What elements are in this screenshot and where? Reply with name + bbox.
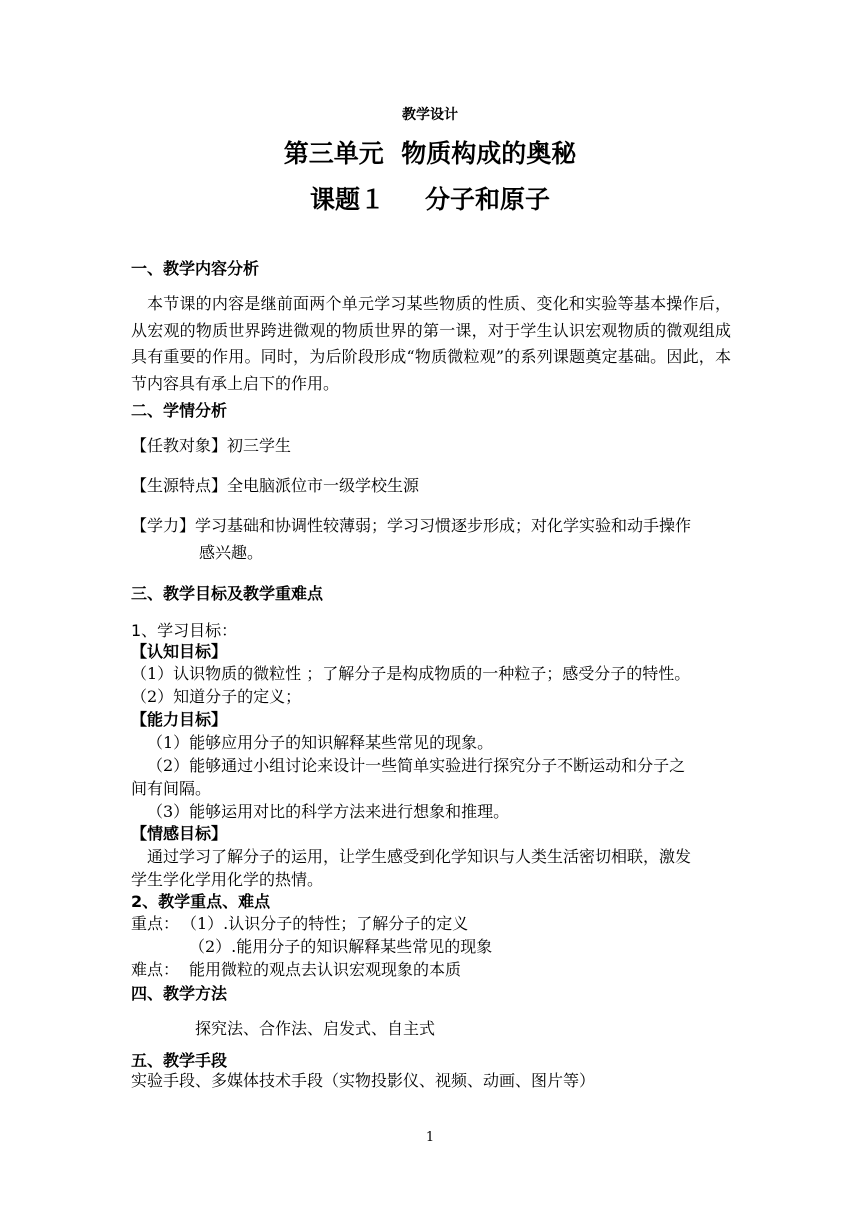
learner-item-ability: 【学力】学习基础和协调性较薄弱；学习习惯逐步形成；对化学实验和动手操作 xyxy=(131,516,692,535)
section-heading-content-analysis: 一、教学内容分析 xyxy=(131,259,260,278)
section-heading-objectives: 三、教学目标及教学重难点 xyxy=(131,584,324,603)
key-points-label: 重点： xyxy=(131,914,180,933)
doc-type-label: 教学设计 xyxy=(402,107,458,123)
ability-objective-2-cont: 间有间隔。 xyxy=(131,779,212,798)
emotion-objective-line1: 通过学习了解分子的运用，让学生感受到化学知识与人类生活密切相联，激发 xyxy=(147,847,692,866)
lesson-title xyxy=(0,180,860,216)
section-heading-means: 五、教学手段 xyxy=(131,1051,228,1070)
difficult-points-label: 难点： xyxy=(131,960,180,979)
cognitive-objectives-label: 【认知目标】 xyxy=(131,642,228,661)
teaching-means: 实验手段、多媒体技术手段（实物投影仪、视频、动画、图片等） xyxy=(131,1071,596,1090)
key-point-1: （1）.认识分子的特性；了解分子的定义 xyxy=(181,914,469,933)
learner-item-source: 【生源特点】全电脑派位市一级学校生源 xyxy=(131,476,420,495)
emotion-objective-line2: 学生学化学用化学的热情。 xyxy=(131,870,324,889)
section-heading-methods: 四、教学方法 xyxy=(131,984,228,1003)
difficult-point-1: 能用微粒的观点去认识宏观现象的本质 xyxy=(189,960,462,979)
subheading-key-difficult: 2、教学重点、难点 xyxy=(131,892,271,911)
subheading-learning-objectives: 1、学习目标： xyxy=(131,621,238,640)
ability-objective-1: （1）能够应用分子的知识解释某些常见的现象。 xyxy=(147,733,494,752)
learner-item-target: 【任教对象】初三学生 xyxy=(131,436,292,455)
cognitive-objective-2: （2）知道分子的定义； xyxy=(131,687,302,706)
ability-objective-2: （2）能够通过小组讨论来设计一些简单实验进行探究分子不断运动和分子之 xyxy=(147,756,686,775)
teaching-methods: 探究法、合作法、启发式、自主式 xyxy=(195,1019,436,1038)
content-analysis-paragraph: 本节课的内容是继前面两个单元学习某些物质的性质、变化和实验等基本操作后，从宏观的物质世界跨进微观的物质世界的第一课，对于学生认识宏观物质的微观组成具有重要的作用。同时，为后阶段形成“物质微粒观”的系列课题奠定基础。因此，本节内容具有承上启下的作用。 xyxy=(131,294,731,393)
page-number: 1 xyxy=(425,1130,435,1145)
key-point-2: （2）.能用分子的知识解释某些常见的现象 xyxy=(189,937,493,956)
section-heading-learner-analysis: 二、学情分析 xyxy=(131,401,228,420)
ability-objectives-label: 【能力目标】 xyxy=(131,710,228,729)
unit-title: 第三单元 物质构成的奥秘 xyxy=(283,139,577,168)
cognitive-objective-1: （1）认识物质的微粒性 ；了解分子是构成物质的一种粒子；感受分子的特性。 xyxy=(131,664,691,683)
emotion-objectives-label: 【情感目标】 xyxy=(131,824,228,843)
lesson-label: 课题１ xyxy=(309,185,385,214)
lesson-name: 分子和原子 xyxy=(425,185,551,214)
ability-objective-3: （3）能够运用对比的科学方法来进行想象和推理。 xyxy=(147,802,510,821)
learner-item-ability-cont: 感兴趣。 xyxy=(199,543,264,562)
